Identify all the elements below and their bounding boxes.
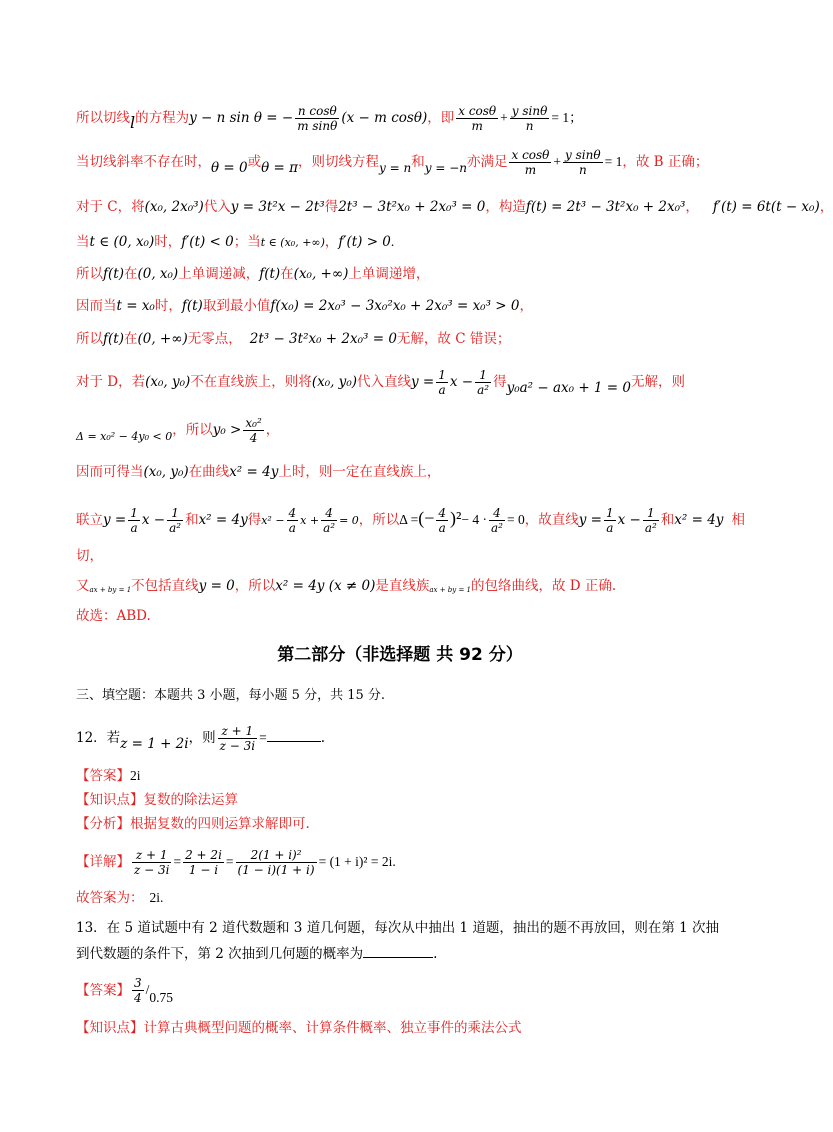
math-expression: Δ = x₀² − 4y₀ < 0	[76, 430, 173, 443]
text-span: 和	[185, 512, 199, 528]
fraction-numerator: 2(1 + i)²	[236, 848, 317, 863]
answer-blank	[363, 945, 433, 958]
text-span: 当切线斜率不存在时，	[76, 154, 211, 170]
section-title: 第二部分（非选择题 共 92 分）	[277, 645, 523, 665]
text-span: ，即	[427, 110, 455, 126]
fraction	[563, 148, 603, 177]
math-expression: y₀ >	[212, 422, 242, 438]
text-span: 所以	[76, 331, 103, 347]
math-expression: (0, x₀)	[137, 266, 179, 282]
text-span: 因而当	[76, 298, 117, 314]
fraction-denominator: a	[130, 521, 138, 535]
math-expression: x² = 4y	[229, 464, 279, 480]
math-expression: = 1；	[551, 110, 583, 125]
text-span: ，所以	[172, 422, 213, 438]
question-text: 13．在 5 道试题中有 2 道代数题和 3 道几何题，每次从中抽出 1 道题，抽出的题不再放回，则在第 1 次抽	[76, 920, 720, 936]
text-span: .	[390, 234, 395, 249]
fraction	[475, 368, 491, 397]
fraction	[489, 506, 505, 535]
final-answer-label: 故答案为：	[76, 890, 144, 906]
text-span: 取到最小值	[202, 298, 271, 314]
fraction-denominator: a²	[477, 383, 490, 397]
fraction	[218, 724, 257, 753]
question-13-line-2	[76, 944, 437, 964]
section-heading	[76, 686, 385, 706]
math-operator: =	[173, 854, 182, 869]
math-expression: = 0	[506, 512, 525, 527]
fraction-numerator: 2 + 2i	[185, 848, 222, 862]
text-span: 上时，则一定在直线族上，	[278, 464, 441, 480]
fraction-denominator: a²	[644, 521, 657, 535]
math-expression: x −	[617, 512, 641, 528]
math-expression: θ = 0	[211, 160, 248, 176]
text-span: 代入直线	[357, 374, 411, 390]
text-span: ，	[265, 422, 280, 438]
fraction-denominator: m	[524, 163, 537, 177]
fraction-numerator: y sinθ	[511, 104, 548, 118]
fraction-numerator: 1	[605, 506, 614, 520]
fraction-numerator: 1	[167, 506, 183, 521]
detail-tag: 【详解】	[76, 854, 130, 870]
text-line	[76, 296, 533, 316]
text-span: 得	[247, 512, 262, 528]
math-expression: f′(t) > 0	[338, 234, 391, 250]
fraction-numerator: y sinθ	[565, 148, 601, 162]
fraction	[287, 506, 299, 535]
fraction-denominator: n	[525, 119, 534, 133]
math-expression: f′(t) = 6t(t − x₀)	[712, 199, 820, 215]
fraction	[132, 976, 144, 1005]
fraction-denominator: a	[438, 383, 446, 397]
analysis-row	[76, 814, 310, 834]
text-line	[76, 606, 151, 626]
fraction	[295, 104, 339, 133]
fraction	[643, 506, 659, 535]
math-expression: 2t³ − 3t²x₀ + 2x₀³ = 0	[338, 199, 486, 215]
text-span: ，所以	[234, 578, 276, 594]
fraction-denominator: z − 3i	[219, 739, 256, 753]
fraction-numerator: 3	[134, 976, 142, 990]
fraction-denominator: m	[471, 119, 483, 133]
text-span: ，则切线方程	[298, 154, 380, 170]
fraction-numerator: x cosθ	[458, 104, 497, 118]
math-expression: (x − m cosθ)	[341, 110, 428, 126]
separator: /	[145, 982, 150, 997]
text-span: ，所以	[358, 512, 400, 528]
fraction	[509, 148, 551, 177]
math-expression: y =	[578, 512, 602, 528]
fraction	[456, 104, 498, 133]
text-span: 无零点，	[187, 331, 242, 347]
math-operator: +	[500, 110, 508, 125]
math-expression: t = x₀	[116, 298, 155, 314]
fraction-denominator: a	[438, 521, 446, 535]
fraction-numerator: n cosθ	[295, 104, 339, 119]
text-span: 和	[411, 154, 425, 170]
text-span: 无解，则	[631, 374, 685, 390]
text-line	[76, 264, 429, 284]
fraction-denominator: m sinθ	[297, 119, 338, 133]
final-answer-row	[76, 888, 163, 908]
math-subscript: ax + by = 1	[89, 586, 132, 594]
text-span: 不包括直线	[131, 578, 199, 594]
text-span: 时，	[154, 234, 182, 250]
fraction-numerator: 1	[438, 368, 446, 382]
text-span: 得	[324, 199, 339, 215]
math-expression: y = 0	[198, 578, 235, 594]
fraction	[243, 416, 263, 445]
text-span: ，构造	[485, 199, 526, 215]
math-expression: t ∈ (x₀, +∞)	[260, 236, 325, 249]
knowledge-tag: 【知识点】	[76, 1020, 144, 1036]
fraction	[132, 848, 171, 877]
text-span: 在曲线	[188, 464, 230, 480]
text-span: 不在直线族上，则将	[190, 374, 312, 390]
text-line	[76, 232, 394, 253]
fraction	[436, 506, 448, 535]
answer-row	[76, 976, 173, 1008]
math-expression: f(x₀) = 2x₀³ − 3x₀²x₀ + 2x₀³ = x₀³ > 0	[270, 298, 520, 314]
math-expression: = 1	[604, 154, 623, 169]
text-line	[76, 546, 103, 566]
knowledge-text: 复数的除法运算	[143, 792, 238, 808]
text-span: .	[433, 946, 438, 962]
math-expression: = (1 + i)² = 2i	[318, 854, 393, 869]
text-span: 对于 D，若	[76, 374, 146, 390]
knowledge-tag: 【知识点】	[76, 792, 144, 808]
math-operator: +	[553, 154, 562, 169]
math-symbol: l	[130, 113, 136, 132]
fraction-numerator: 1	[475, 368, 491, 383]
math-expression: f(t)	[103, 331, 124, 347]
answer-value: 2i	[130, 768, 141, 783]
text-span: .	[392, 854, 396, 869]
math-expression: (x₀, 2x₀³)	[144, 199, 204, 215]
text-span: ，	[819, 199, 833, 215]
text-span: ，	[324, 234, 339, 250]
knowledge-row	[76, 1018, 522, 1038]
math-expression: t ∈ (0, x₀)	[89, 234, 155, 250]
fraction-numerator: 4	[489, 506, 505, 521]
fraction-numerator: x₀²	[245, 416, 262, 430]
text-span: 的方程为	[135, 110, 190, 126]
fraction	[183, 848, 224, 877]
math-expression: 2t³ − 3t²x₀ + 2x₀³ = 0	[249, 331, 397, 347]
text-line	[76, 104, 583, 133]
text-span: 或	[247, 154, 262, 170]
text-span: 得	[493, 374, 507, 390]
final-answer-value: 2i	[149, 890, 161, 905]
math-expression: x −	[141, 512, 166, 528]
math-expression: (x₀, y₀)	[145, 374, 191, 390]
math-expression: Δ =	[399, 512, 419, 527]
math-expression: y = −n	[424, 161, 467, 175]
math-expression: f(t)	[103, 266, 124, 282]
math-expression: (x₀, +∞)	[293, 266, 349, 282]
detail-row	[76, 848, 396, 877]
fraction-denominator: (1 − i)(1 + i)	[237, 863, 315, 877]
answer-blank	[267, 729, 321, 742]
fraction-denominator: 1 − i	[188, 863, 219, 877]
text-span: 是直线族	[375, 578, 430, 594]
math-expression: y =	[411, 374, 435, 390]
text-span: .	[320, 730, 325, 746]
fraction-numerator: 4	[288, 506, 297, 520]
math-expression: = 0	[339, 514, 359, 527]
text-span: 的包络曲线，故 D 正确.	[471, 578, 617, 594]
fraction	[436, 368, 448, 397]
text-span: 又	[76, 578, 90, 594]
text-line	[76, 197, 833, 217]
text-line	[76, 329, 510, 349]
answer-row	[76, 766, 141, 786]
math-operator: (−	[418, 508, 435, 528]
text-span: 上单调递减，	[178, 266, 260, 282]
text-span: 因而可得当	[76, 464, 144, 480]
fraction-denominator: a²	[169, 521, 182, 535]
question-12	[76, 724, 325, 754]
math-expression: x² = 4y	[198, 512, 248, 528]
math-operator: )²	[450, 508, 462, 528]
text-span: ，故 B 正确；	[622, 154, 709, 170]
math-expression: θ = π	[261, 160, 299, 176]
text-span: 对于 C，将	[76, 199, 145, 215]
fraction-denominator: n	[578, 163, 587, 177]
fraction-denominator: 4	[249, 431, 258, 445]
math-expression: x −	[449, 374, 474, 390]
text-span: 当	[76, 234, 90, 250]
math-operator: =	[225, 854, 234, 869]
fraction-denominator: a	[288, 521, 296, 535]
text-span: 相	[731, 512, 745, 528]
math-expression: y =	[103, 512, 127, 528]
answer-value: 0.75	[149, 990, 174, 1005]
math-expression: y − n sin θ = −	[189, 110, 294, 126]
fraction	[236, 848, 317, 877]
math-expression: y = n	[379, 161, 412, 175]
fraction-numerator: z + 1	[218, 724, 257, 739]
fraction-numerator: 4	[438, 506, 447, 520]
analysis-tag: 【分析】	[76, 816, 130, 832]
math-expression: f′(t) < 0	[181, 234, 234, 250]
math-expression: x² = 4y (x ≠ 0)	[275, 578, 376, 594]
answer-tag: 【答案】	[76, 768, 130, 784]
text-span: 所以切线	[76, 110, 130, 126]
math-expression: x² −	[261, 514, 285, 527]
fraction-denominator: 4	[134, 991, 142, 1005]
math-expression: y₀a² − ax₀ + 1 = 0	[506, 380, 631, 396]
text-span: ，	[519, 298, 533, 314]
text-span: 时，	[154, 298, 182, 314]
math-expression: f(t)	[259, 266, 281, 282]
text-span: ，则	[188, 730, 216, 746]
fraction-denominator: a²	[323, 521, 336, 535]
question-13-line-1	[76, 918, 719, 938]
math-expression: y = 3t²x − 2t³	[230, 199, 325, 215]
text-span: 无解，故 C 错误；	[396, 331, 511, 347]
text-line	[76, 416, 279, 447]
knowledge-text: 计算古典概型问题的概率、计算条件概率、独立事件的乘法公式	[143, 1020, 522, 1036]
text-span: 在	[123, 266, 138, 282]
text-span: 和	[660, 512, 675, 528]
text-line	[76, 506, 745, 535]
fraction	[128, 506, 140, 535]
question-text: 到代数题的条件下，第 2 次抽到几何题的概率为	[76, 946, 364, 962]
text-span: 亦满足	[466, 154, 508, 170]
text-span: ，故直线	[524, 512, 579, 528]
text-span: 在	[280, 266, 294, 282]
fraction	[167, 506, 183, 535]
math-expression: f(t)	[181, 298, 203, 314]
answer-tag: 【答案】	[76, 982, 130, 999]
fraction-numerator: z + 1	[132, 848, 171, 863]
math-expression: (0, +∞)	[137, 331, 188, 347]
text-line	[76, 368, 685, 398]
math-subscript: ax + by = 1	[429, 586, 471, 594]
fraction-numerator: 1	[130, 506, 138, 520]
math-operator: =	[259, 730, 267, 745]
text-line	[76, 576, 616, 600]
text-span: 上单调递增，	[348, 266, 430, 282]
fraction	[510, 104, 550, 133]
math-expression: x +	[300, 514, 320, 527]
fraction-denominator: a	[606, 521, 614, 535]
fraction	[321, 506, 337, 535]
text-span: 在	[123, 331, 138, 347]
text-span: 代入	[203, 199, 231, 215]
fraction-denominator: z − 3i	[134, 863, 170, 877]
math-operator: − 4 ·	[461, 512, 488, 527]
analysis-text: 根据复数的四则运算求解即可.	[130, 816, 310, 832]
text-span: 故选：ABD.	[76, 608, 151, 624]
fraction-numerator: x cosθ	[511, 148, 550, 162]
text-span: 切，	[76, 548, 103, 564]
heading-text: 三、填空题：本题共 3 小题，每小题 5 分，共 15 分.	[76, 688, 386, 703]
math-expression: z = 1 + 2i	[120, 736, 189, 752]
math-expression: (x₀, y₀)	[311, 374, 357, 390]
fraction-numerator: 1	[643, 506, 659, 521]
text-line	[76, 462, 440, 482]
fraction	[604, 506, 616, 535]
fraction-denominator: a²	[491, 521, 503, 535]
math-expression: (x₀, y₀)	[143, 464, 189, 480]
text-span: 联立	[76, 512, 103, 528]
math-expression: x² = 4y	[674, 512, 724, 528]
text-span: ；当	[233, 234, 261, 250]
question-number: 12．若	[76, 730, 121, 746]
math-expression: f(t) = 2t³ − 3t²x₀ + 2x₀³	[525, 199, 686, 215]
text-span: ，	[685, 199, 699, 215]
text-line	[76, 148, 708, 178]
knowledge-row	[76, 790, 238, 810]
text-span: .	[160, 890, 164, 905]
fraction-numerator: 4	[321, 506, 337, 521]
text-span: 所以	[76, 266, 103, 282]
